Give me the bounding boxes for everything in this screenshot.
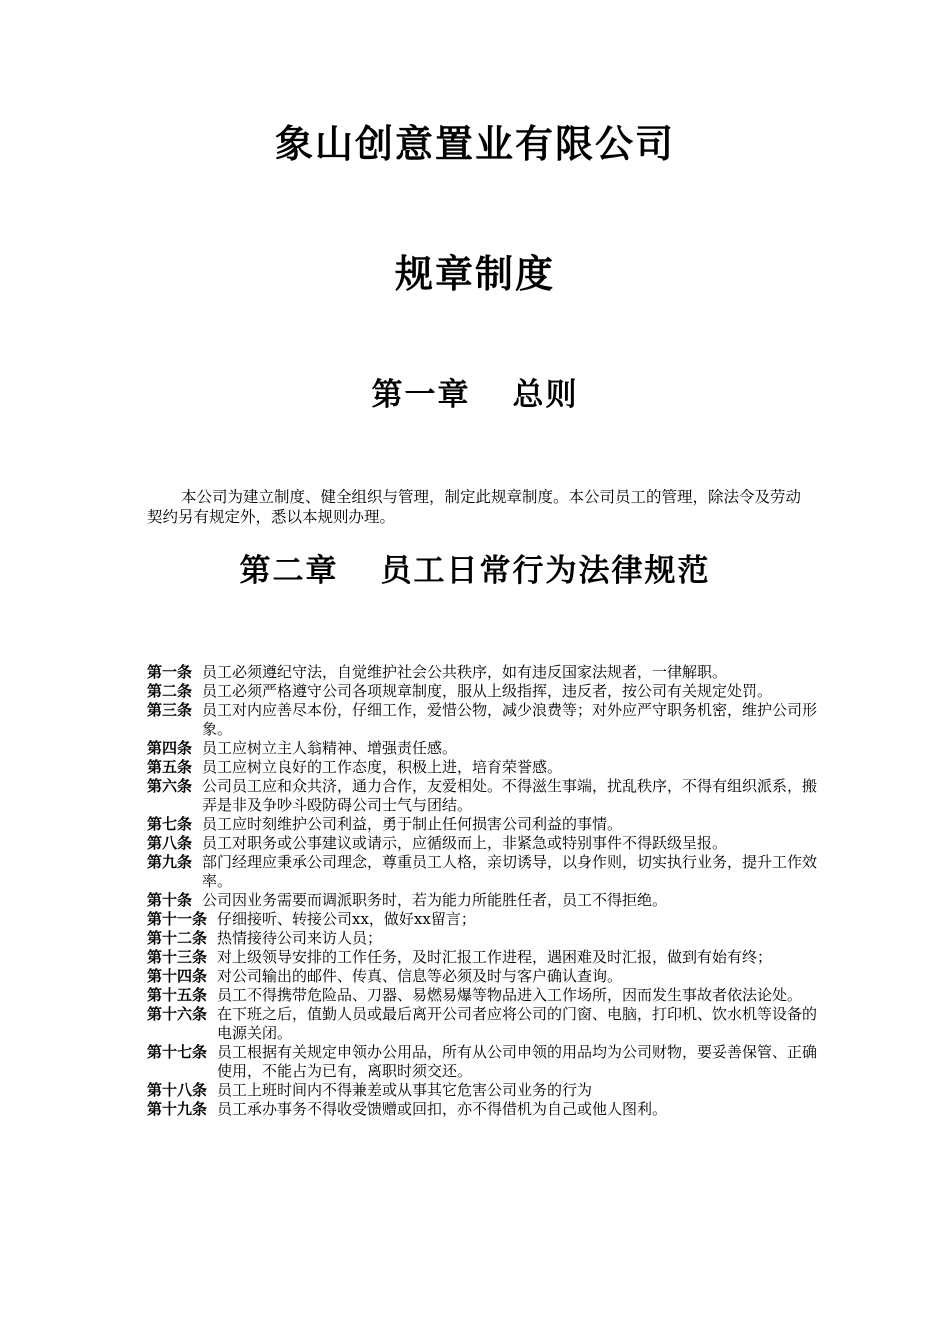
article-text: 公司员工应和众共济，通力合作，友爱相处。不得滋生事端，扰乱秩序，不得有组织派系，搬弄是非及争吵斗殴防碍公司士气与团结。 <box>202 777 818 814</box>
article-text: 对公司输出的邮件、传真、信息等必须及时与客户确认查询。 <box>217 967 623 985</box>
article-label: 第九条 <box>147 853 193 871</box>
article-label: 第十七条 <box>147 1043 208 1061</box>
article-label: 第二条 <box>147 682 193 700</box>
article-item <box>147 682 822 701</box>
article-item <box>147 758 822 777</box>
chapter-1-name: 总则 <box>512 377 579 413</box>
article-item <box>147 929 822 948</box>
article-label: 第五条 <box>147 758 193 776</box>
article-text: 仔细接听、转接公司xx，做好xx留言； <box>217 910 476 928</box>
article-label: 第十八条 <box>147 1081 208 1099</box>
article-item <box>147 910 822 929</box>
company-title: 象山创意置业有限公司 <box>274 121 675 166</box>
article-item <box>147 948 822 967</box>
article-label: 第十五条 <box>147 986 208 1004</box>
chapter-1-heading <box>0 375 950 415</box>
article-label: 第十一条 <box>147 910 208 928</box>
article-item <box>147 1081 822 1100</box>
article-item <box>147 701 822 739</box>
article-text: 部门经理应秉承公司理念，尊重员工人格，亲切诱导，以身作则，切实执行业务，提升工作效率。 <box>202 853 818 890</box>
article-text: 员工上班时间内不得兼差或从事其它危害公司业务的行为 <box>217 1081 593 1099</box>
article-label: 第一条 <box>147 663 193 681</box>
article-text: 员工不得携带危险品、刀器、易燃易爆等物品进入工作场所，因而发生事故者依法论处。 <box>217 986 803 1004</box>
article-text: 员工必须严格遵守公司各项规章制度，服从上级指挥，违反者，按公司有关规定处罚。 <box>202 682 773 700</box>
article-label: 第三条 <box>147 701 193 719</box>
article-label: 第四条 <box>147 739 193 757</box>
article-item <box>147 986 822 1005</box>
article-item <box>147 967 822 986</box>
article-label: 第八条 <box>147 834 193 852</box>
article-text: 员工承办事务不得收受馈赠或回扣，亦不得借机为自己或他人图利。 <box>217 1100 668 1118</box>
intro-paragraph: 本公司为建立制度、健全组织与管理，制定此规章制度。本公司员工的管理，除法令及劳动契约另有规定外，悉以本规则办理。 <box>147 488 802 526</box>
chapter-2-number: 第二章 <box>239 553 339 589</box>
article-text: 员工对内应善尽本份，仔细工作，爱惜公物，减少浪费等；对外应严守职务机密，维护公司形象。 <box>202 701 818 738</box>
article-text: 公司因业务需要而调派职务时，若为能力所能胜任者，员工不得拒绝。 <box>202 891 668 909</box>
article-item <box>147 815 822 834</box>
article-item <box>147 777 822 815</box>
article-text: 员工应时刻维护公司利益，勇于制止任何损害公司利益的事情。 <box>202 815 623 833</box>
article-list <box>147 663 822 1119</box>
article-item <box>147 1043 822 1081</box>
chapter-1-number: 第一章 <box>371 377 471 413</box>
article-text: 员工应树立主人翁精神、增强责任感。 <box>202 739 458 757</box>
article-label: 第十六条 <box>147 1005 208 1023</box>
article-text: 在下班之后，值勤人员或最后离开公司者应将公司的门窗、电脑，打印机、饮水机等设备的电源关闭。 <box>217 1005 818 1042</box>
article-item <box>147 739 822 758</box>
article-text: 员工必须遵纪守法，自觉维护社会公共秩序，如有违反国家法规者，一律解职。 <box>202 663 728 681</box>
article-item <box>147 663 822 682</box>
article-item <box>147 853 822 891</box>
article-label: 第十九条 <box>147 1100 208 1118</box>
article-item <box>147 1005 822 1043</box>
article-label: 第六条 <box>147 777 193 795</box>
article-label: 第十二条 <box>147 929 208 947</box>
article-label: 第十四条 <box>147 967 208 985</box>
article-label: 第十条 <box>147 891 193 909</box>
article-item <box>147 1100 822 1119</box>
chapter-2-heading <box>0 551 950 591</box>
article-text: 员工根据有关规定申领办公用品，所有从公司申领的用品均为公司财物，要妥善保管、正确使用，不能占为已有，离职时须交还。 <box>217 1043 818 1080</box>
article-text: 热情接待公司来访人员； <box>217 929 383 947</box>
rules-title: 规章制度 <box>394 251 555 296</box>
article-label: 第十三条 <box>147 948 208 966</box>
article-text: 员工对职务或公事建议或请示，应循级而上，非紧急或特别事件不得跃级呈报。 <box>202 834 728 852</box>
article-item <box>147 834 822 853</box>
article-text: 对上级领导安排的工作任务，及时汇报工作进程，遇困难及时汇报，做到有始有终； <box>217 948 773 966</box>
article-text: 员工应树立良好的工作态度，积极上进，培育荣誉感。 <box>202 758 563 776</box>
article-label: 第七条 <box>147 815 193 833</box>
chapter-2-name: 员工日常行为法律规范 <box>380 553 711 589</box>
article-item <box>147 891 822 910</box>
